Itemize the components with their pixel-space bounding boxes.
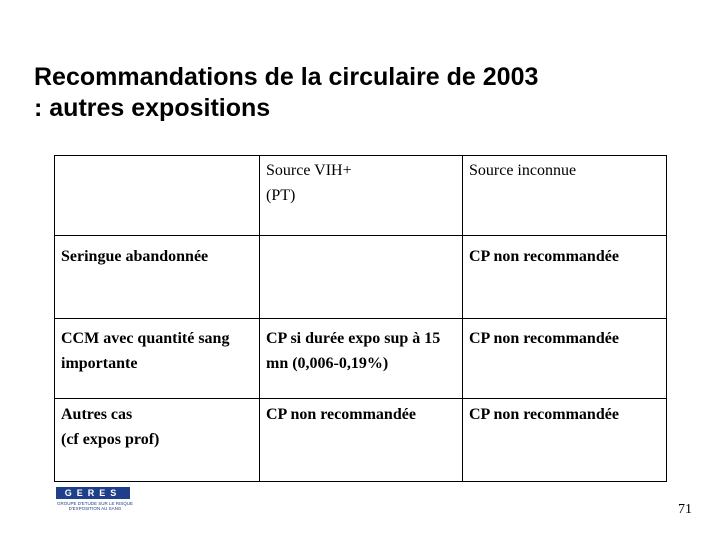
page-number: 71 [678,502,692,517]
row-seringue-vih-cell [260,236,463,319]
row-autres-vih-cell: CP non recommandée [260,399,463,482]
geres-logo-name: GERES [56,487,130,499]
slide-title [34,62,704,124]
recommendations-table [54,155,667,482]
table-row [55,319,667,399]
row-label-ccm: CCM avec quantité sang importante [55,319,260,399]
title-line-1: Recommandations de la circulaire de 2003 [34,63,539,91]
header-source-vih [260,156,463,236]
row-label-autres [55,399,260,482]
header-empty-cell [55,156,260,236]
header-source-inconnue: Source inconnue [463,156,667,236]
header-source-vih-line1: Source VIH+ [266,162,352,179]
geres-logo-subtitle: GROUPE D'ETUDE SUR LE RISQUE D'EXPOSITION AU SANG [56,501,134,511]
table-row [55,236,667,319]
table-row [55,399,667,482]
row-ccm-vih-cell: CP si durée expo sup à 15 mn (0,006-0,19%) [260,319,463,399]
table-header-row [55,156,667,236]
row-ccm-inconnue-cell: CP non recommandée [463,319,667,399]
row-autres-inconnue-cell: CP non recommandée [463,399,667,482]
title-line-2: : autres expositions [34,94,271,122]
header-source-vih-line2: (PT) [266,187,296,204]
row-seringue-inconnue-cell: CP non recommandée [463,236,667,319]
row-label-autres-line1: Autres cas [61,406,133,423]
row-label-seringue: Seringue abandonnée [55,236,260,319]
geres-logo [54,487,136,513]
row-label-autres-line2: (cf expos prof) [61,431,160,448]
